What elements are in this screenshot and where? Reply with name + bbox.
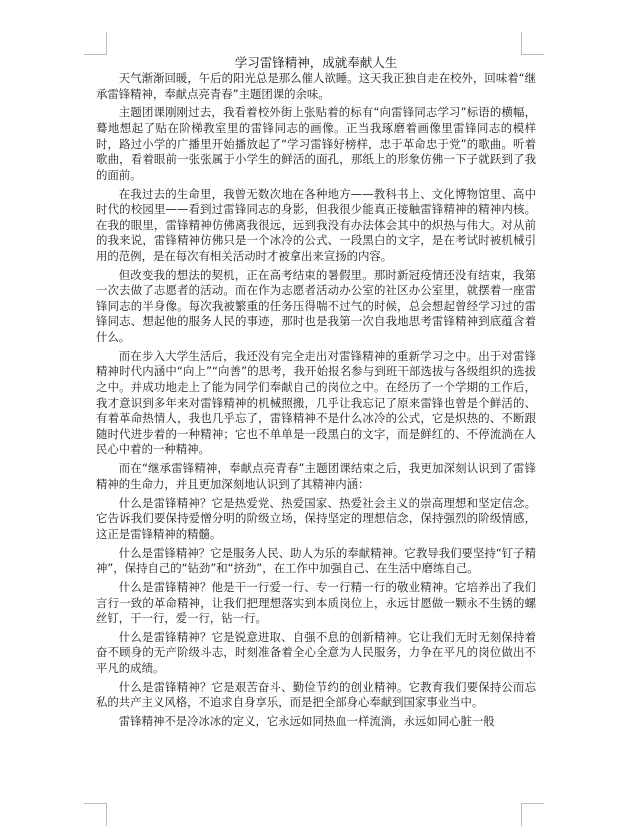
paragraph: 什么是雷锋精神？它是艰苦奋斗、勤俭节约的创业精神。它教育我们要保持公而忘私的共产主义风格，不追求自身享乐，而是把全部身心奉献到国家事业当中。 bbox=[96, 679, 536, 710]
paragraph: 而在“继承雷锋精神，奉献点亮青春”主题团课结束之后，我更加深刻认识到了雷锋精神的生命力，并且更加深刻地认识到了其精神内涵： bbox=[96, 461, 536, 491]
crop-mark-bottom-right bbox=[521, 803, 544, 826]
paragraph: 天气渐渐回暖，午后的阳光总是那么催人欲睡。这天我正独自走在校外，回味着“继承雷锋精神，奉献点亮青春”主题团课的余味。 bbox=[96, 71, 536, 101]
paragraph: 什么是雷锋精神？它是热爱党、热爱国家、热爱社会主义的崇高理想和坚定信念。它告诉我们要保持爱憎分明的阶级立场，保持坚定的理想信念，保持强烈的阶级情感，这正是雷锋精神的精髓。 bbox=[96, 495, 536, 541]
paragraph: 什么是雷锋精神？它是服务人民、助人为乐的奉献精神。它教导我们要坚持“钉子精神”，保持自己的“钻劲”和“挤劲”，在工作中加强自己、在生活中磨练自己。 bbox=[96, 545, 536, 576]
paragraph: 而在步入大学生活后，我还没有完全走出对雷锋精神的重新学习之中。出于对雷锋精神时代内涵中“向上”“向善”的思考，我开始报名参与到班干部选拔与各级组织的选拔之中。并成功地走上了能为同学们奉献自己的岗位之中。在经历了一个学期的工作后，我才意识到多年来对雷锋精神的机械照搬，几乎让我忘记了原来雷锋也曾是个鲜活的、有着革命热情人，我也几乎忘了，雷锋精神不是什么冰冷的公式，它是炽热的、不断跟随时代进步着的一种精神；它也不单单是一段黑白的文字，而是鲜红的、不停流淌在人民心中着的一种精神。 bbox=[96, 348, 536, 457]
paragraph: 什么是雷锋精神？它是锐意进取、自强不息的创新精神。它让我们无时无刻保持着奋不顾身的无产阶级斗志，时刻准备着全心全意为人民服务，力争在平凡的岗位做出不平凡的成绩。 bbox=[96, 629, 536, 676]
paragraph: 但改变我的想法的契机，正在高考结束的暑假里。那时新冠疫情还没有结束，我第一次去做了志愿者的活动。而在作为志愿者活动办公室的社区办公室里，就摆着一座雷锋同志的半身像。每次我被繁重的任务压得喘不过气的时候，总会想起曾经学习过的雷锋同志、想起他的服务人民的事迹，那时也是我第一次自我地思考雷锋精神到底蕴含着什么。 bbox=[96, 267, 536, 345]
crop-mark-top-right bbox=[521, 32, 544, 55]
document-title: 学习雷锋精神，成就奉献人生 bbox=[234, 55, 398, 70]
paragraph: 在我过去的生命里，我曾无数次地在各种地方——教科书上、文化博物馆里、高中时代的校园里——看到过雷锋同志的身影，但我很少能真正接触雷锋精神的精神内核。在我的眼里，雷锋精神仿佛离我很远，远到我没有办法体会其中的炽热与伟大。对从前的我来说，雷锋精神仿佛只是一个冰冷的公式、一段黑白的文字，是在考试时被机械引用的范例，是在每次有相关活动时才被拿出来宣扬的内容。 bbox=[96, 186, 536, 263]
crop-mark-top-left bbox=[84, 32, 107, 55]
document-body bbox=[96, 54, 536, 733]
paragraph: 什么是雷锋精神？他是干一行爱一行、专一行精一行的敬业精神。它培养出了我们言行一致的革命精神，让我们把理想落实到本质岗位上，永远甘愿做一颗永不生锈的螺丝钉，干一行，爱一行，钻一行。 bbox=[96, 579, 536, 626]
paragraph: 雷锋精神不是冷冰冰的定义，它永远如同热血一样流淌，永远如同心脏一般 bbox=[118, 714, 495, 729]
paragraph: 主题团课刚刚过去，我看着校外街上张贴着的标有“向雷锋同志学习”标语的横幅，蓦地想起了贴在阶梯教室里的雷锋同志的画像。正当我琢磨着画像里雷锋同志的模样时，路过小学的广播里开始播放起了“学习雷锋好榜样，忠于革命忠于党”的歌曲。听着歌曲，看着眼前一张张属于小学生的鲜活的面孔，那纸上的形象仿佛一下子就跃到了我的面前。 bbox=[96, 105, 536, 182]
crop-mark-bottom-left bbox=[84, 803, 107, 826]
